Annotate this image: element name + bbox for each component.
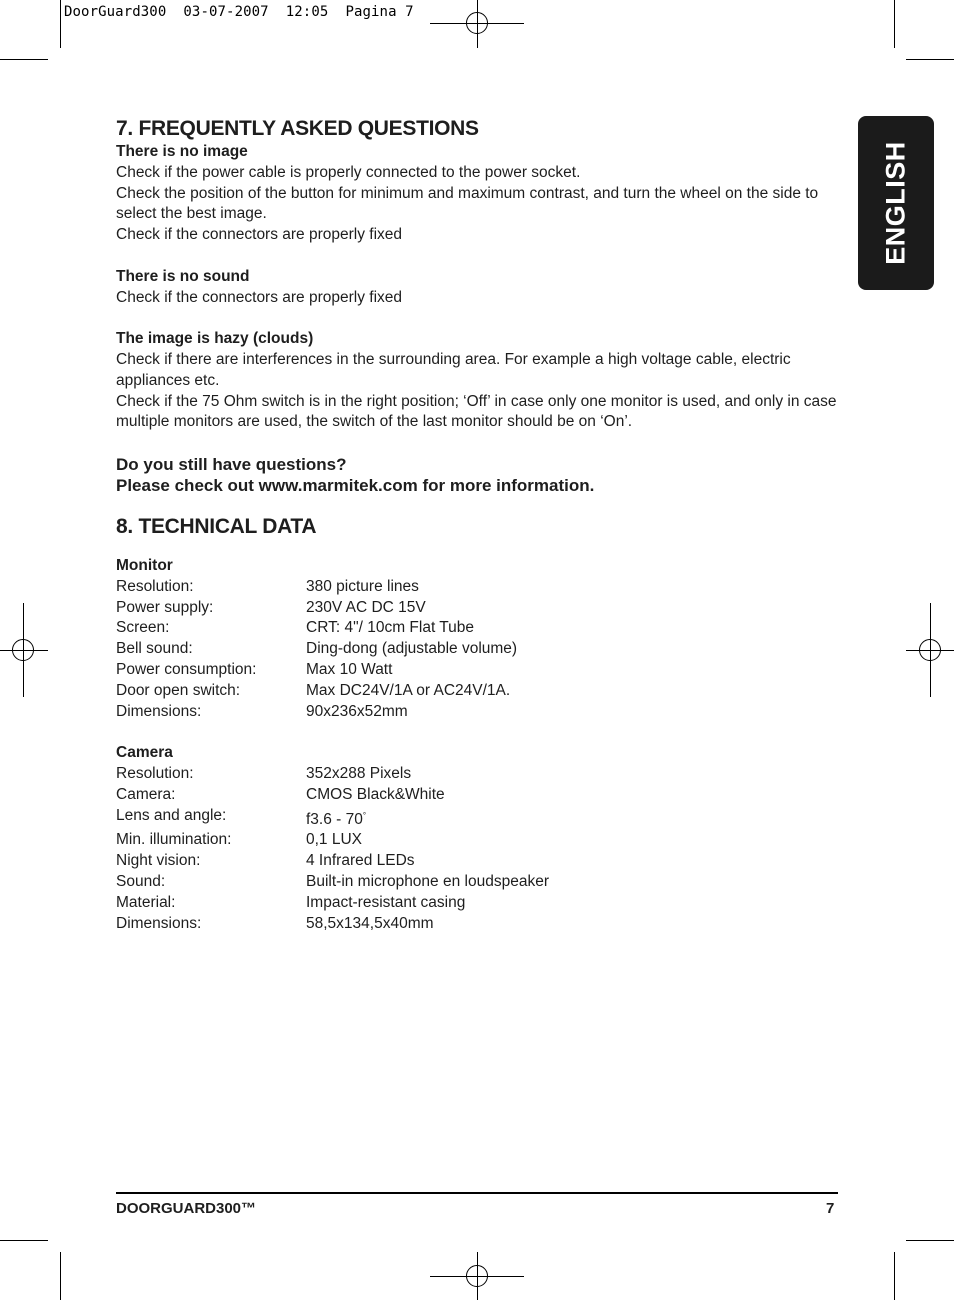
faq-answer: Check if the connectors are properly fixed bbox=[116, 226, 403, 244]
camera-spec-table bbox=[116, 764, 838, 935]
spec-value: 0,1 LUX bbox=[306, 831, 363, 849]
spec-row bbox=[116, 893, 838, 914]
spec-value: 352x288 Pixels bbox=[306, 764, 412, 782]
language-tab bbox=[858, 116, 934, 290]
spec-row bbox=[116, 785, 838, 806]
tech-title: 8. TECHNICAL DATA bbox=[116, 514, 317, 538]
faq-answer: Check if the connectors are properly fixed bbox=[116, 288, 403, 306]
page-content bbox=[116, 116, 838, 934]
spec-row bbox=[116, 598, 838, 619]
spec-value: Impact-resistant casing bbox=[306, 893, 466, 911]
faq-closing-link-text: Please check out www.marmitek.com for more information. bbox=[116, 475, 595, 495]
spec-label: Resolution: bbox=[116, 764, 194, 782]
footer-product-name: DOORGUARD300™ bbox=[116, 1200, 257, 1217]
faq-item bbox=[116, 142, 838, 246]
spec-value: 230V AC DC 15V bbox=[306, 598, 426, 616]
spec-value: CRT: 4"/ 10cm Flat Tube bbox=[306, 619, 475, 637]
faq-item bbox=[116, 329, 838, 433]
spec-row bbox=[116, 660, 838, 681]
faq-answer: Check if there are interferences in the surrounding area. For example a high voltage cable, electric appliances etc. bbox=[116, 350, 791, 389]
spec-row bbox=[116, 618, 838, 639]
spec-value: CMOS Black&White bbox=[306, 785, 445, 803]
spec-label: Resolution: bbox=[116, 577, 194, 595]
spec-value: 4 Infrared LEDs bbox=[306, 852, 415, 870]
faq-title: 7. FREQUENTLY ASKED QUESTIONS bbox=[116, 117, 479, 140]
registration-circle bbox=[466, 1265, 488, 1287]
spec-row bbox=[116, 764, 838, 785]
spec-label: Camera: bbox=[116, 785, 176, 803]
monitor-spec-table bbox=[116, 577, 838, 723]
crop-mark bbox=[906, 59, 954, 60]
monitor-heading: Monitor bbox=[116, 556, 173, 574]
faq-answer: Check the position of the button for minimum and maximum contrast, and turn the wheel on the side to select the best image. bbox=[116, 184, 819, 223]
spec-value: 380 picture lines bbox=[306, 577, 419, 595]
spec-label: Min. illumination: bbox=[116, 831, 232, 849]
spec-value: Max 10 Watt bbox=[306, 660, 393, 678]
faq-question: There is no sound bbox=[116, 267, 250, 285]
crop-mark bbox=[60, 0, 61, 48]
spec-label: Dimensions: bbox=[116, 914, 202, 932]
faq-question: The image is hazy (clouds) bbox=[116, 330, 314, 348]
footer-rule bbox=[116, 1192, 838, 1194]
crop-mark bbox=[894, 1252, 895, 1300]
spec-row bbox=[116, 806, 838, 831]
registration-circle bbox=[12, 639, 34, 661]
faq-item bbox=[116, 267, 838, 309]
spec-row bbox=[116, 914, 838, 935]
spec-value: Max DC24V/1A or AC24V/1A. bbox=[306, 681, 511, 699]
faq-answer: Check if the power cable is properly connected to the power socket. bbox=[116, 163, 581, 181]
registration-circle bbox=[466, 12, 488, 34]
print-slug: DoorGuard300 03-07-2007 12:05 Pagina 7 bbox=[64, 4, 414, 20]
spec-label: Lens and angle: bbox=[116, 806, 227, 824]
faq-answer: Check if the 75 Ohm switch is in the right position; ‘Off’ in case only one monitor is used, and only in case multiple monitors are used, the switch of the last monitor should be on ‘On’. bbox=[116, 392, 837, 431]
registration-circle bbox=[919, 639, 941, 661]
crop-mark bbox=[0, 1240, 48, 1241]
page-number: 7 bbox=[826, 1200, 835, 1217]
spec-label: Material: bbox=[116, 893, 176, 911]
spec-label: Screen: bbox=[116, 619, 170, 637]
spec-value: Ding-dong (adjustable volume) bbox=[306, 640, 518, 658]
spec-label: Power consumption: bbox=[116, 660, 257, 678]
spec-row bbox=[116, 681, 838, 702]
spec-row bbox=[116, 872, 838, 893]
language-tab-label: ENGLISH bbox=[880, 141, 911, 265]
crop-mark bbox=[894, 0, 895, 48]
spec-row bbox=[116, 639, 838, 660]
spec-label: Dimensions: bbox=[116, 702, 202, 720]
spec-row bbox=[116, 830, 838, 851]
spec-value: Built-in microphone en loudspeaker bbox=[306, 873, 549, 891]
spec-row bbox=[116, 577, 838, 598]
spec-label: Power supply: bbox=[116, 598, 214, 616]
faq-closing-question: Do you still have questions? bbox=[116, 454, 347, 474]
spec-label: Door open switch: bbox=[116, 681, 241, 699]
spec-label: Bell sound: bbox=[116, 640, 193, 658]
spec-label: Sound: bbox=[116, 873, 166, 891]
spec-value: 58,5x134,5x40mm bbox=[306, 914, 434, 932]
crop-mark bbox=[0, 59, 48, 60]
camera-heading: Camera bbox=[116, 744, 173, 762]
spec-label: Night vision: bbox=[116, 852, 201, 870]
spec-value: 90x236x52mm bbox=[306, 702, 408, 720]
crop-mark bbox=[906, 1240, 954, 1241]
crop-mark bbox=[60, 1252, 61, 1300]
spec-value bbox=[306, 806, 838, 831]
spec-value-text: f3.6 - 70 bbox=[306, 810, 363, 828]
spec-row bbox=[116, 851, 838, 872]
degree-symbol: ° bbox=[362, 810, 367, 820]
spec-row bbox=[116, 702, 838, 723]
faq-question: There is no image bbox=[116, 143, 248, 160]
